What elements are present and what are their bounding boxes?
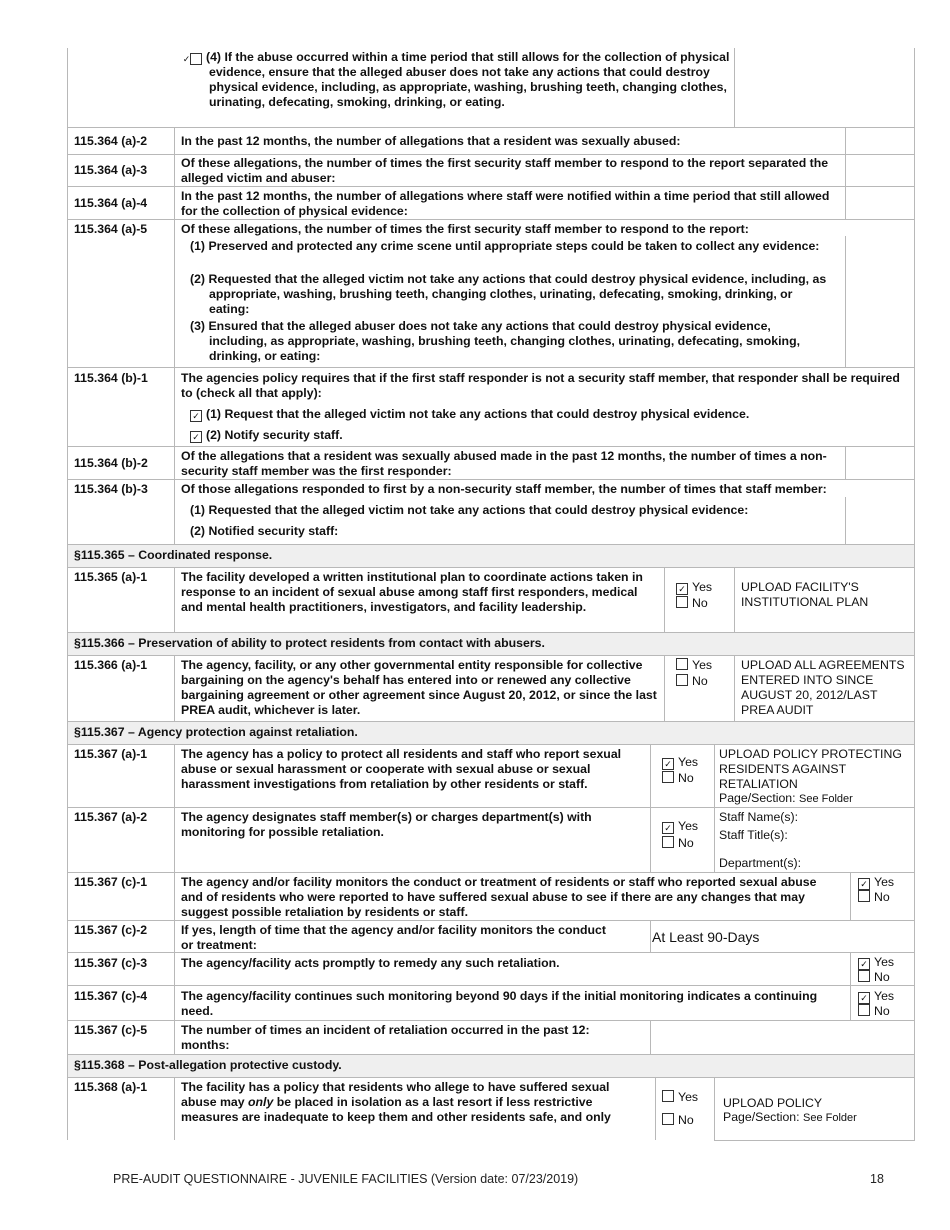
checkbox-option-1[interactable]: ✓ [190, 410, 202, 422]
row-id: 115.364 (a)-2 [74, 134, 148, 148]
yes-option: Yes [662, 1090, 698, 1105]
checkbox-no[interactable] [676, 674, 688, 686]
yes-option: ✓ Yes [662, 755, 698, 770]
page-section: Page/Section: See Folder [723, 1110, 857, 1124]
checkbox-no[interactable] [676, 596, 688, 608]
upload-instruction: UPLOAD ALL AGREEMENTS ENTERED INTO SINCE AUGUST 20, 2012/LAST PREA AUDIT [741, 658, 905, 717]
row-id: 115.367 (c)-2 [74, 923, 148, 937]
row-question: In the past 12 months, the number of allegations where staff were notified within a time period that still allowed for the collection of physical evidence: [181, 189, 830, 218]
no-option: No [858, 890, 890, 905]
row-question: Of these allegations, the number of times the first security staff member to respond to the report separated the alleged victim and abuser: [181, 156, 829, 185]
sub-item: (1) Requested that the alleged victim not take any actions that could destroy physical evidence: [190, 503, 749, 517]
page-number: 18 [870, 1172, 884, 1186]
sub-item: (1) Preserved and protected any crime scene until appropriate steps could be taken to collect any evidence: [190, 239, 820, 253]
row-id: 115.364 (b)-2 [74, 456, 148, 470]
row-question: The agency/facility acts promptly to remedy any such retaliation. [181, 956, 560, 970]
no-option: No [676, 674, 708, 689]
upload-instruction: UPLOAD POLICY PROTECTING RESIDENTS AGAINST RETALIATION [719, 747, 902, 791]
row-question: Of those allegations responded to first by a non-security staff member, the number of times that staff member: [181, 482, 827, 496]
yes-option: Yes [676, 658, 712, 673]
checkbox-no[interactable] [662, 1113, 674, 1125]
option-1: ✓ (1) Request that the alleged victim not take any actions that could destroy physical evidence. [190, 407, 749, 422]
no-option: No [662, 771, 694, 786]
row-question: The agency, facility, or any other governmental entity responsible for collective bargaining on the agency's behalf has entered into or renewed any collective bargaining agreement or other agreement since August 20, 2012, or since the last PREA audit, whichever is later. [181, 658, 657, 717]
row-question: If yes, length of time that the agency and/or facility monitors the conduct or treatment: [181, 923, 606, 952]
row-question: The agency and/or facility monitors the conduct or treatment of residents or staff who reported sexual abuse and of residents who were reported to have suffered sexual abuse to see if there are any changes that may suggest possible retaliation by residents or staff. [181, 875, 817, 919]
checkbox-no[interactable] [858, 970, 870, 982]
no-option: No [662, 836, 694, 851]
row-id: 115.367 (a)-2 [74, 810, 148, 824]
row-id: 115.367 (c)-3 [74, 956, 148, 970]
section-heading: §115.365 – Coordinated response. [74, 548, 273, 562]
checkbox-yes[interactable] [676, 658, 688, 670]
yes-option: ✓ Yes [662, 819, 698, 834]
yes-option: ✓ Yes [858, 875, 894, 890]
sub-item: (3) Ensured that the alleged abuser does not take any actions that could destroy physical evidence, including, as appropriate, washing, brushing teeth, changing clothes, urinating, defecating, smoking, drinking, or eating: [190, 319, 800, 363]
sub-item: (2) Notified security staff: [190, 524, 339, 538]
checkbox-yes[interactable]: ✓ [662, 822, 674, 834]
staff-titles-field[interactable]: Staff Title(s): [719, 828, 788, 842]
checkbox-no[interactable] [662, 836, 674, 848]
checkbox-yes[interactable]: ✓ [858, 958, 870, 970]
upload-instruction: UPLOAD POLICY [723, 1096, 823, 1110]
footer-title: PRE-AUDIT QUESTIONNAIRE - JUVENILE FACILITIES (Version date: 07/23/2019) [113, 1172, 579, 1186]
row-question: The number of times an incident of retaliation occurred in the past 12: months: [181, 1023, 590, 1052]
row-question: The agencies policy requires that if the first staff responder is not a security staff member, that responder shall be required to (check all that apply): [181, 371, 900, 400]
checkbox-yes[interactable]: ✓ [858, 992, 870, 1004]
row-question: The agency has a policy to protect all residents and staff who report sexual abuse or sexual harassment or cooperate with sexual abuse or sexual harassment investigations from retaliation by other residents or staff. [181, 747, 622, 791]
checkbox-option-2[interactable]: ✓ [190, 431, 202, 443]
no-option: No [662, 1113, 694, 1128]
option-2: ✓ (2) Notify security staff. [190, 428, 343, 443]
row-question: The agency/facility continues such monitoring beyond 90 days if the initial monitoring indicates a continuing need. [181, 989, 818, 1018]
upload-instruction: UPLOAD FACILITY'S INSTITUTIONAL PLAN [741, 580, 869, 609]
row-id: 115.367 (c)-5 [74, 1023, 148, 1037]
section-heading: §115.368 – Post-allegation protective custody. [74, 1058, 342, 1072]
row-id: 115.367 (a)-1 [74, 747, 148, 761]
row-id: 115.365 (a)-1 [74, 570, 148, 584]
row-id: 115.364 (b)-1 [74, 371, 148, 385]
checkbox-yes[interactable]: ✓ [662, 758, 674, 770]
sub-item: (2) Requested that the alleged victim not take any actions that could destroy physical evidence, including, as appropriate, washing, brushing teeth, changing clothes, urinating, defecating, smoking, drinking, or eating: [190, 272, 827, 316]
checkbox-no[interactable] [858, 1004, 870, 1016]
row-id: 115.364 (a)-5 [74, 222, 148, 236]
row-id: 115.364 (a)-3 [74, 163, 148, 177]
yes-option: ✓ Yes [858, 989, 894, 1004]
row-question: The facility has a policy that residents who allege to have suffered sexual abuse may only be placed in isolation as a last resort if less restrictive measures are inadequate to keep them and other residents safe, and only [181, 1080, 611, 1124]
row-id: 115.367 (c)-4 [74, 989, 148, 1003]
row-id: 115.368 (a)-1 [74, 1080, 148, 1094]
row-question: The facility developed a written institutional plan to coordinate actions taken in response to an incident of sexual abuse among staff first responders, medical and mental health practitioners, investigators, and facility leadership. [181, 570, 643, 614]
checkbox-no[interactable] [858, 890, 870, 902]
no-option: No [858, 1004, 890, 1019]
row-question: The agency designates staff member(s) or charges department(s) with monitoring for possible retaliation. [181, 810, 592, 839]
staff-names-field[interactable]: Staff Name(s): [719, 810, 799, 824]
section-heading: §115.366 – Preservation of ability to protect residents from contact with abusers. [74, 636, 545, 650]
checkbox-item-4[interactable]: ✓ [190, 53, 202, 65]
row-question: In the past 12 months, the number of allegations that a resident was sexually abused: [181, 134, 681, 148]
no-option: No [676, 596, 708, 611]
yes-option: ✓ Yes [676, 580, 712, 595]
row-question: Of the allegations that a resident was sexually abused made in the past 12 months, the number of times a non-security staff member was the first responder: [181, 449, 827, 478]
row-id: 115.364 (a)-4 [74, 196, 148, 210]
row-id: 115.366 (a)-1 [74, 658, 148, 672]
page-section: Page/Section: See Folder [719, 791, 853, 805]
checkbox-no[interactable] [662, 771, 674, 783]
no-option: No [858, 970, 890, 985]
monitoring-length-answer[interactable]: At Least 90-Days [652, 929, 760, 945]
row-question: Of these allegations, the number of times the first security staff member to respond to the report: [181, 222, 749, 236]
yes-option: ✓ Yes [858, 955, 894, 970]
item-4-text: ✓ (4) If the abuse occurred within a time period that still allows for the collection of physical evidence, ensure that the alleged abuser does not take any actions that could destroy physical evidence, including, as appropriate, washing, brushing teeth, changing clothes, urinating, defecating, smoking, drinking, or eating. [182, 50, 730, 109]
checkbox-yes[interactable]: ✓ [858, 878, 870, 890]
checkbox-yes[interactable] [662, 1090, 674, 1102]
row-id: 115.364 (b)-3 [74, 482, 148, 496]
checkbox-yes[interactable]: ✓ [676, 583, 688, 595]
section-heading: §115.367 – Agency protection against retaliation. [74, 725, 358, 739]
departments-field[interactable]: Department(s): [719, 856, 802, 870]
row-id: 115.367 (c)-1 [74, 875, 148, 889]
